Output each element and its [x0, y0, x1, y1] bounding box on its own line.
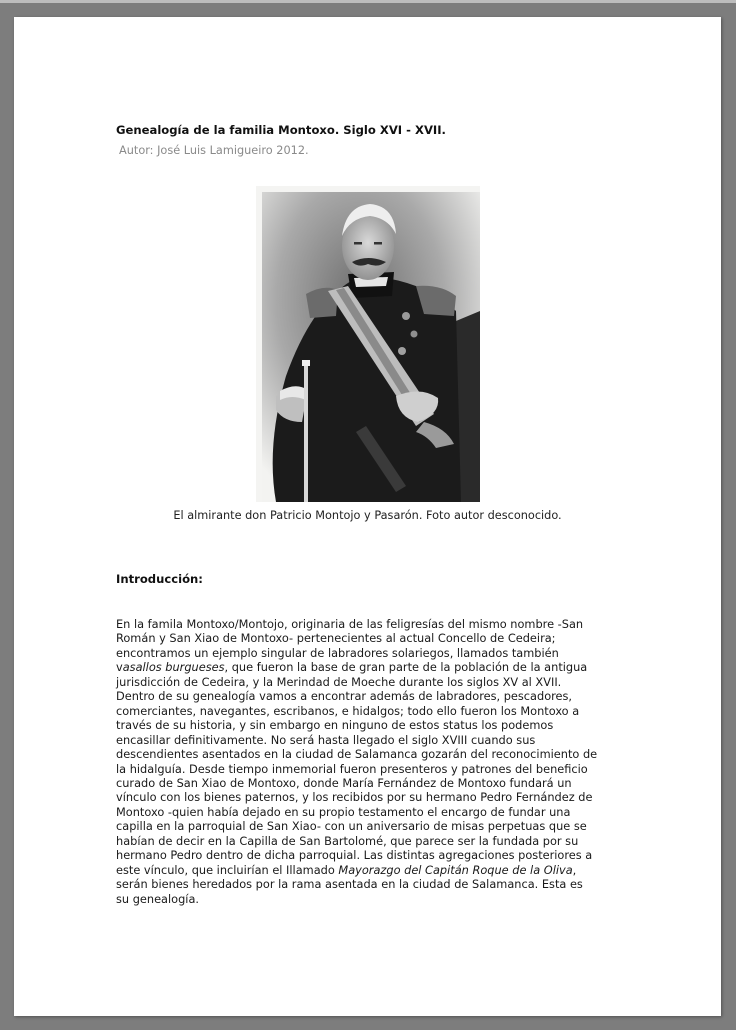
paragraph-line — [116, 762, 626, 776]
paragraph-line — [116, 617, 626, 631]
text-run: su genealogía. — [116, 891, 200, 906]
paragraph-line — [116, 747, 626, 761]
text-run: En la famila Montoxo/Montojo, originaria de las feligresías del mismo nombre -San — [116, 617, 584, 631]
text-run: comerciantes, navegantes, escribanos, e hidalgos; todo ello fueron los Montoxo a — [116, 703, 580, 718]
text-run: encontramos un ejemplo singular de labradores solariegos, llamados también — [116, 645, 559, 660]
document-title: Genealogía de la familia Montoxo. Siglo XVI - XVII. — [116, 123, 446, 137]
text-run: jurisdicción de Cedeira, y la Merindad de Moeche durante los siglos XV al XVII. — [116, 674, 562, 689]
paragraph-line — [116, 877, 626, 891]
section-heading-introduccion: Introducción: — [116, 572, 203, 586]
document-page — [14, 17, 721, 1016]
paragraph-line — [116, 863, 626, 877]
text-run: este vínculo, que incluirían el Illamado — [116, 862, 339, 877]
paragraph-line — [116, 834, 626, 848]
paragraph-line — [116, 631, 626, 645]
paragraph-line — [116, 660, 626, 674]
window-top-edge — [0, 0, 736, 3]
paragraph-line — [116, 646, 626, 660]
paragraph-line — [116, 790, 626, 804]
text-run: hermano Pedro dentro de dicha parroquial. Las distintas agregaciones posteriores a — [116, 848, 593, 863]
text-run: descendientes asentados en la ciudad de Salamanca gozarán del reconocimiento de — [116, 747, 598, 762]
paragraph-line — [116, 892, 626, 906]
text-run: , — [572, 862, 577, 877]
portrait-photo-graphic — [256, 186, 480, 502]
paragraph-line — [116, 776, 626, 790]
text-run: v — [116, 660, 123, 675]
text-run: curado de San Xiao de Montoxo, donde María Fernández de Montoxo fundará un — [116, 775, 572, 790]
italic-term-mayorazgo: Mayorazgo del Capitán Roque de la Oliva — [338, 862, 573, 877]
paragraph-line — [116, 819, 626, 833]
portrait-photo — [256, 186, 480, 502]
text-run: Román y San Xiao de Montoxo- pertenecientes al actual Concello de Cedeira; — [116, 631, 556, 646]
text-run: , que fueron la base de gran parte de la población de la antigua — [224, 660, 588, 675]
text-run: habían de decir en la Capilla de San Bartolomé, que parece ser la fundada por su — [116, 833, 579, 848]
paragraph-line — [116, 704, 626, 718]
text-run: la hidalguía. Desde tiempo inmemorial fueron presenteros y patrones del beneficio — [116, 761, 588, 776]
paragraph-line — [116, 805, 626, 819]
document-author: Autor: José Luis Lamigueiro 2012. — [119, 144, 309, 157]
text-run: Dentro de su genealogía vamos a encontrar además de labradores, pescadores, — [116, 689, 573, 704]
text-run: Montoxo -quien había dejado en su propio testamento el encargo de fundar una — [116, 804, 571, 819]
text-run: serán bienes heredados por la rama asentada en la ciudad de Salamanca. Esta es — [116, 877, 583, 892]
paragraph-line — [116, 689, 626, 703]
italic-term-vasallos-burgueses: asallos burgueses — [122, 660, 225, 675]
text-run: capilla en la parroquial de San Xiao- con un aniversario de misas perpetuas que se — [116, 819, 587, 834]
text-run: vínculo con los bienes paternos, y los recibidos por su hermano Pedro Fernández de — [116, 790, 593, 805]
paragraph-line — [116, 848, 626, 862]
photo-caption: El almirante don Patricio Montojo y Pasarón. Foto autor desconocido. — [173, 509, 562, 522]
text-run: través de su historia, y sin embargo en ninguno de estos status los podemos — [116, 718, 554, 733]
introduction-paragraph — [116, 617, 626, 906]
text-run: encasillar definitivamente. No será hasta llegado el siglo XVIII cuando sus — [116, 732, 536, 747]
paragraph-line — [116, 733, 626, 747]
paragraph-line — [116, 718, 626, 732]
paragraph-line — [116, 675, 626, 689]
